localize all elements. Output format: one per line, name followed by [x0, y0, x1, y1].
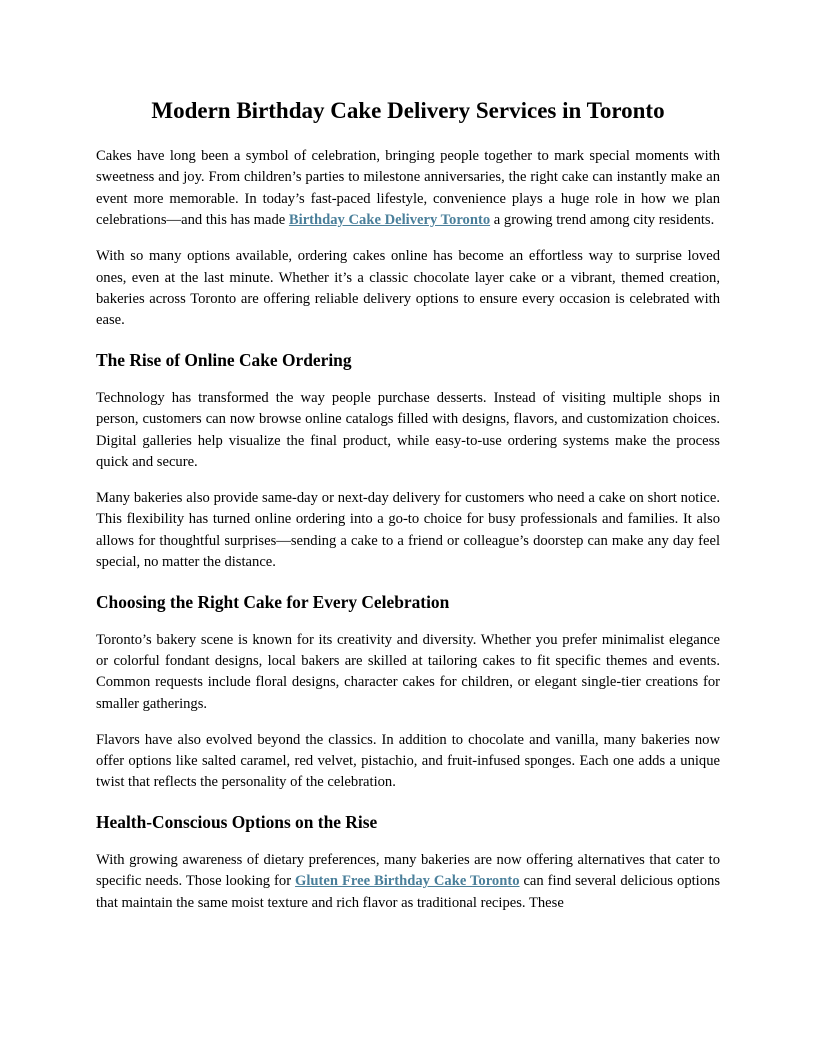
section-heading-health-conscious: Health-Conscious Options on the Rise	[96, 811, 378, 832]
section2-paragraph-1: Toronto’s bakery scene is known for its creativity and diversity. Whether you prefer minimalist elegance or colorful fondant designs, local bakers are skilled at tailoring cakes to fit specific themes and events. Common requests include floral designs, character cakes for children, or elegant single-tier creations for smaller gatherings.	[96, 631, 720, 712]
section1-paragraph-1: Technology has transformed the way people purchase desserts. Instead of visiting multiple shops in person, customers can now browse online catalogs filled with designs, flavors, and customization choices. Digital galleries help visualize the final product, while easy-to-use ordering systems make the process quick and secure.	[96, 389, 720, 470]
section3-paragraph-1	[96, 850, 720, 914]
section3-p1-text-before: With growing awareness of dietary preferences, many bakeries are now offering alternatives that cater to specific needs. Those looking for	[96, 851, 720, 890]
document-page	[96, 96, 720, 929]
intro-paragraph-1	[96, 146, 720, 232]
page-title: Modern Birthday Cake Delivery Services in Toronto	[151, 98, 665, 123]
intro-paragraph-2: With so many options available, ordering cakes online has become an effortless way to surprise loved ones, even at the last minute. Whether it’s a classic chocolate layer cake or a vibrant, themed creation, bakeries across Toronto are offering reliable delivery options to ensure every occasion is celebrated with ease.	[96, 248, 720, 329]
section3-p1-text-after: can find several delicious options that maintain the same moist texture and rich flavor as traditional recipes. These	[96, 873, 721, 911]
section2-paragraph-2: Flavors have also evolved beyond the classics. In addition to chocolate and vanilla, many bakeries now offer options like salted caramel, red velvet, pistachio, and fruit-infused sponges. Each one adds a unique twist that reflects the personality of the celebration.	[96, 731, 720, 791]
gluten-free-cake-link[interactable]: Gluten Free Birthday Cake Toronto	[295, 873, 520, 890]
birthday-cake-delivery-link[interactable]: Birthday Cake Delivery Toronto	[288, 212, 491, 229]
section1-paragraph-2: Many bakeries also provide same-day or next-day delivery for customers who need a cake on short notice. This flexibility has turned online ordering into a go-to choice for busy professionals and families. It also allows for thoughtful surprises—sending a cake to a friend or colleague’s doorstep can make any day feel special, no matter the distance.	[96, 489, 720, 571]
intro-p1-text-after: a growing trend among city residents.	[490, 212, 715, 229]
section-heading-online-ordering: The Rise of Online Cake Ordering	[96, 349, 352, 370]
intro-p1-text-before: Cakes have long been a symbol of celebration, bringing people together to mark special moments with sweetness and joy. From children’s parties to milestone anniversaries, the right cake can instantly make an event more memorable. In today’s fast-paced lifestyle, convenience plays a huge role in how we plan celebrations—and this has made	[96, 148, 720, 229]
section-heading-right-cake: Choosing the Right Cake for Every Celebration	[96, 591, 450, 612]
